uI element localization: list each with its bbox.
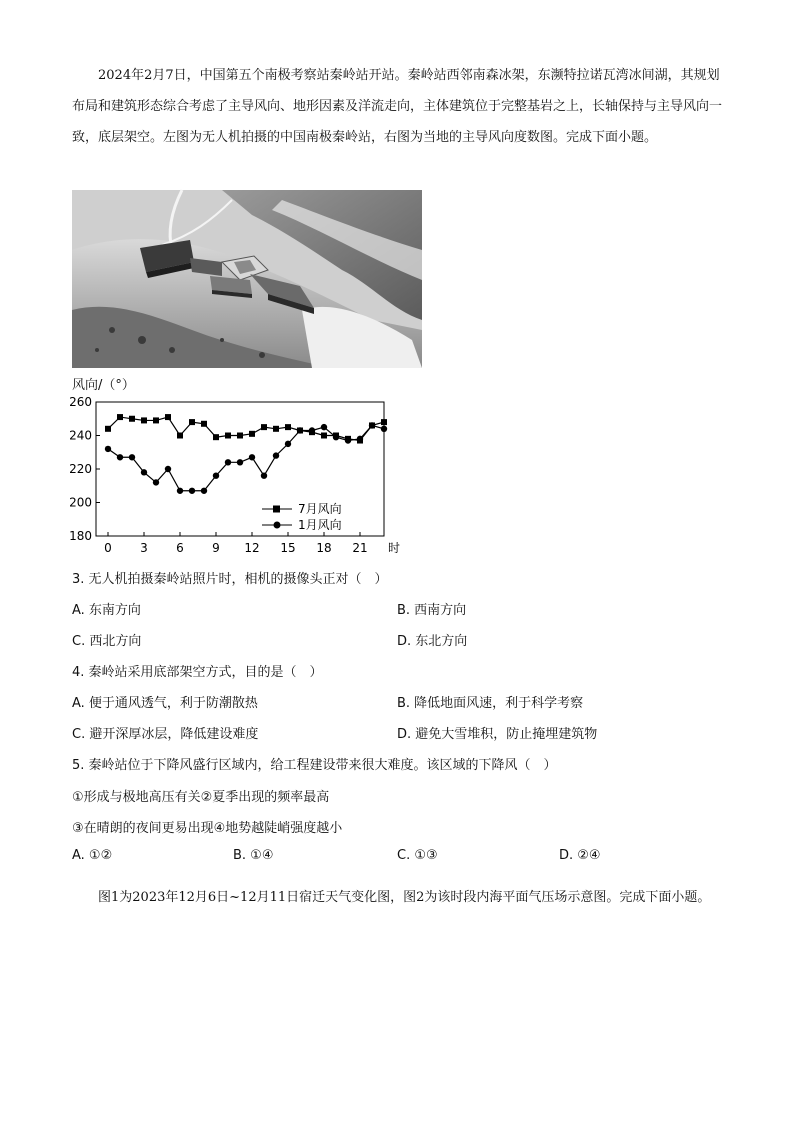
data-point-january <box>141 469 147 475</box>
data-point-july <box>177 433 183 439</box>
data-point-july <box>249 431 255 437</box>
data-point-january <box>321 424 327 430</box>
series-line-july <box>108 417 384 440</box>
q4-option-d[interactable]: D. 避免大雪堆积，防止掩埋建筑物 <box>397 727 598 742</box>
data-point-july <box>321 433 327 439</box>
data-point-january <box>357 436 363 442</box>
station-aerial-photo <box>72 190 422 368</box>
q5-option-d[interactable]: D. ②④ <box>559 848 601 863</box>
q4-option-a[interactable]: A. 便于通风透气，利于防潮散热 <box>72 696 258 711</box>
y-tick-label: 200 <box>69 495 92 510</box>
data-point-january <box>105 446 111 452</box>
data-point-january <box>381 426 387 432</box>
wind-direction-chart <box>66 392 401 567</box>
x-tick-label: 21 <box>352 541 368 555</box>
data-point-july <box>381 419 387 425</box>
data-point-january <box>285 441 291 447</box>
data-point-july <box>141 417 147 423</box>
question-4-stem: 4. 秦岭站采用底部架空方式，目的是（ ） <box>72 665 323 680</box>
data-point-july <box>273 426 279 432</box>
data-point-july <box>201 421 207 427</box>
q4-option-c[interactable]: C. 避开深厚冰层，降低建设难度 <box>72 727 259 742</box>
data-point-july <box>225 433 231 439</box>
question-5-stem: 5. 秦岭站位于下降风盛行区域内，给工程建设带来很大难度。该区域的下降风（ ） <box>72 758 557 773</box>
legend-marker-july <box>273 506 280 513</box>
q4-option-b[interactable]: B. 降低地面风速，利于科学考察 <box>397 696 584 711</box>
q3-option-a[interactable]: A. 东南方向 <box>72 603 141 618</box>
legend-label-january: 1月风向 <box>298 518 342 532</box>
intro-paragraph-2: 图1为2023年12月6日~12月11日宿迁天气变化图，图2为该时段内海平面气压场示意图。完成下面小题。 <box>98 890 711 905</box>
data-point-january <box>213 473 219 479</box>
x-tick-label: 12 <box>244 541 260 555</box>
y-tick-label: 180 <box>69 529 92 543</box>
data-point-january <box>153 479 159 485</box>
data-point-july <box>153 417 159 423</box>
data-point-january <box>345 437 351 443</box>
y-tick-label: 220 <box>69 462 92 476</box>
data-point-january <box>297 427 303 433</box>
q5-option-b[interactable]: B. ①④ <box>233 848 274 863</box>
data-point-january <box>249 454 255 460</box>
data-point-july <box>213 434 219 440</box>
data-point-january <box>261 473 267 479</box>
x-tick-label: 18 <box>316 541 332 555</box>
data-point-july <box>117 414 123 420</box>
q3-option-c[interactable]: C. 西北方向 <box>72 634 142 649</box>
chart-y-axis-label: 风向/（°） <box>72 378 135 393</box>
data-point-january <box>237 459 243 465</box>
data-point-july <box>105 426 111 432</box>
data-point-january <box>177 488 183 494</box>
data-point-january <box>333 434 339 440</box>
x-tick-label: 15 <box>280 541 296 555</box>
data-point-january <box>225 459 231 465</box>
q5-statement-line-2: ③在晴朗的夜间更易出现④地势越陡峭强度越小 <box>72 821 343 836</box>
y-tick-label: 260 <box>69 395 92 409</box>
x-tick-label: 6 <box>176 541 184 555</box>
data-point-july <box>285 424 291 430</box>
data-point-january <box>165 466 171 472</box>
x-axis-unit: 时 <box>388 541 401 555</box>
legend-label-july: 7月风向 <box>298 502 342 516</box>
question-3-stem: 3. 无人机拍摄秦岭站照片时，相机的摄像头正对（ ） <box>72 572 388 587</box>
data-point-january <box>273 452 279 458</box>
data-point-july <box>261 424 267 430</box>
data-point-january <box>129 454 135 460</box>
data-point-january <box>309 427 315 433</box>
data-point-january <box>189 488 195 494</box>
legend-marker-january <box>274 522 281 529</box>
q5-option-c[interactable]: C. ①③ <box>397 848 438 863</box>
intro-paragraph: 2024年2月7日，中国第五个南极考察站秦岭站开站。秦岭站西邻南森冰架，东濒特拉诺瓦湾冰间湖，其规划布局和建筑形态综合考虑了主导风向、地形因素及洋流走向，主体建筑位于完整基岩之上，长轴保持与主导风向一致，底层架空。左图为无人机拍摄的中国南极秦岭站，右图为当地的主导风向度数图。完成下面小题。 <box>72 68 723 145</box>
x-tick-label: 9 <box>212 541 220 555</box>
x-tick-label: 3 <box>140 541 148 555</box>
data-point-january <box>201 488 207 494</box>
q3-option-d[interactable]: D. 东北方向 <box>397 634 468 649</box>
x-tick-label: 0 <box>104 541 112 555</box>
data-point-july <box>165 414 171 420</box>
data-point-january <box>369 422 375 428</box>
data-point-july <box>237 433 243 439</box>
q5-statement-line-1: ①形成与极地高压有关②夏季出现的频率最高 <box>72 790 330 805</box>
q5-option-a[interactable]: A. ①② <box>72 848 113 863</box>
q3-option-b[interactable]: B. 西南方向 <box>397 603 467 618</box>
data-point-july <box>129 416 135 422</box>
data-point-january <box>117 454 123 460</box>
y-tick-label: 240 <box>69 428 92 443</box>
data-point-july <box>189 419 195 425</box>
